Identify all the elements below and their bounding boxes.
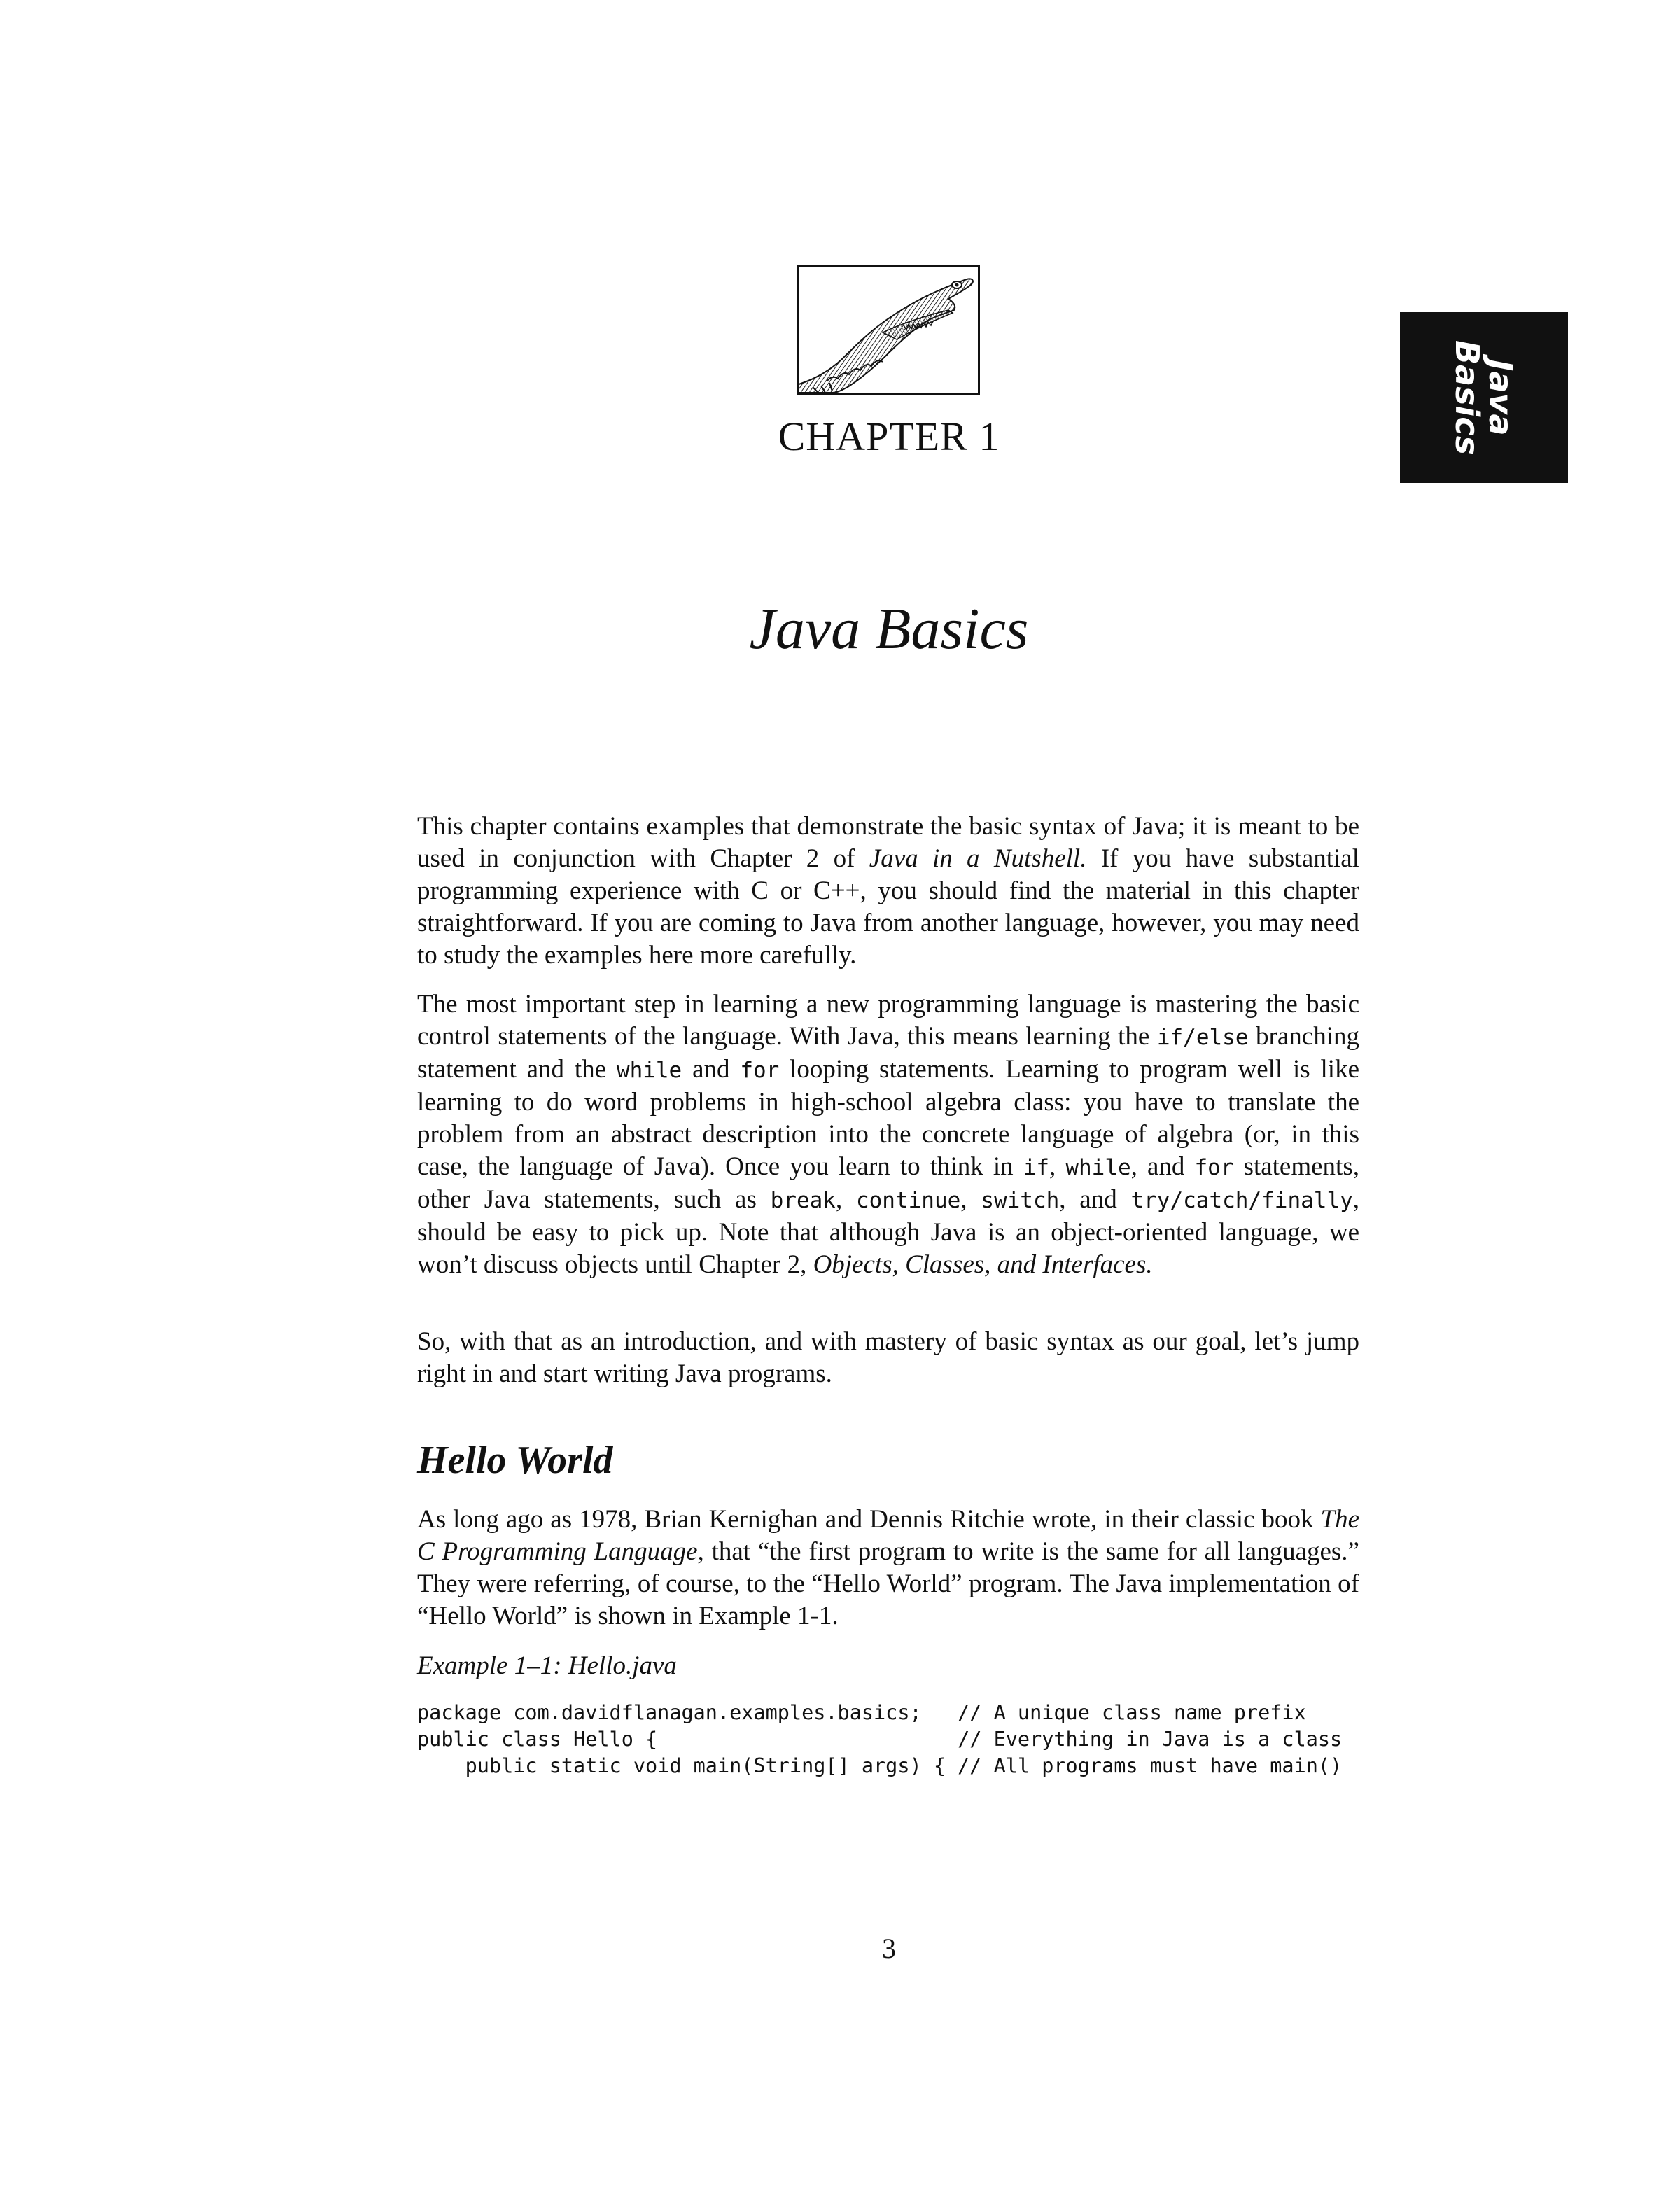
text-run: , and xyxy=(1059,1185,1131,1214)
text-run: , should be easy to pick up. Note that although Java is an object-oriented language, we won’t discuss objects until Chapter 2, xyxy=(417,1185,1360,1279)
text-run: , and xyxy=(1130,1152,1195,1181)
code-switch: switch xyxy=(981,1188,1060,1213)
code-if-else: if/else xyxy=(1156,1025,1249,1050)
chapter-ornament-alligator-engraving xyxy=(797,265,980,395)
code-listing xyxy=(417,1700,1342,1779)
text-run: and xyxy=(682,1055,741,1084)
book-title-java-in-a-nutshell: Java in a Nutshell. xyxy=(869,844,1087,873)
code-for: for xyxy=(740,1058,780,1083)
thumb-tab-line-1: Java xyxy=(1482,359,1520,436)
alligator-icon xyxy=(799,267,978,393)
code-if: if xyxy=(1023,1155,1050,1180)
text-run: , xyxy=(1049,1152,1066,1181)
example-caption: Example 1–1: Hello.java xyxy=(417,1651,677,1680)
code-continue: continue xyxy=(855,1188,961,1213)
text-run: looping statements. Learning to program well is like learning to do word problems in high-school algebra class: you have to translate the problem from an abstract description into the concrete language of algebra (or, in this case, the language of Java). Once you learn to think in xyxy=(417,1055,1359,1181)
book-title-c-programming-language: The C Programming Language, xyxy=(417,1505,1359,1566)
text-run: , xyxy=(835,1185,856,1214)
text-run: As long ago as 1978, Brian Kernighan and Dennis Ritchie wrote, in their classic book xyxy=(417,1505,1321,1534)
text-run: If you have substantial programming experience with C or C++, you should find the material in this chapter straightforward. If you are coming to Java from another language, however, you may need to study the examples here more carefully. xyxy=(417,844,1360,969)
code-try-catch-finally: try/catch/finally xyxy=(1130,1188,1353,1213)
code-line: package com.davidflanagan.examples.basics; // A unique class name prefix xyxy=(417,1701,1306,1724)
text-run: branching statement and the xyxy=(417,1022,1359,1084)
code-line: public static void main(String[] args) { // All programs must have main() xyxy=(417,1754,1343,1777)
code-while: while xyxy=(1065,1155,1131,1180)
chapter-label: CHAPTER 1 xyxy=(778,414,1000,459)
thumb-tab-line-2: Basics xyxy=(1448,340,1486,455)
intro-paragraph-3: So, with that as an introduction, and with mastery of basic syntax as our goal, let’s jump right in and start writing Java programs. xyxy=(417,1327,1359,1388)
chapter-reference: Objects, Classes, and Interfaces. xyxy=(813,1250,1153,1279)
section-paragraph-1 xyxy=(417,1504,1359,1632)
intro-paragraph-2 xyxy=(417,988,1359,1281)
section-heading: Hello World xyxy=(417,1438,613,1482)
code-while: while xyxy=(616,1058,682,1083)
text-run: The most important step in learning a new programming language is mastering the basic control statements of the language. With Java, this means learning the xyxy=(417,990,1359,1051)
code-break: break xyxy=(770,1188,836,1213)
chapter-title: Java Basics xyxy=(749,596,1029,662)
code-for: for xyxy=(1194,1155,1234,1180)
intro-paragraph-1 xyxy=(417,811,1359,972)
code-line: public class Hello { // Everything in Java is a class xyxy=(417,1728,1343,1751)
text-run: , xyxy=(960,1185,981,1214)
text-run: This chapter contains examples that demonstrate the basic syntax of Java; it is meant to be used in conjunction with Chapter 2 of xyxy=(417,812,1359,873)
page-number: 3 xyxy=(882,1933,896,1964)
text-run: statements, other Java statements, such as xyxy=(417,1152,1359,1214)
text-run: that “the first program to write is the same for all languages.” They were referring, of course, to the “Hello World” program. The Java implementation of “Hello World” is shown in Example 1-1. xyxy=(417,1537,1359,1630)
